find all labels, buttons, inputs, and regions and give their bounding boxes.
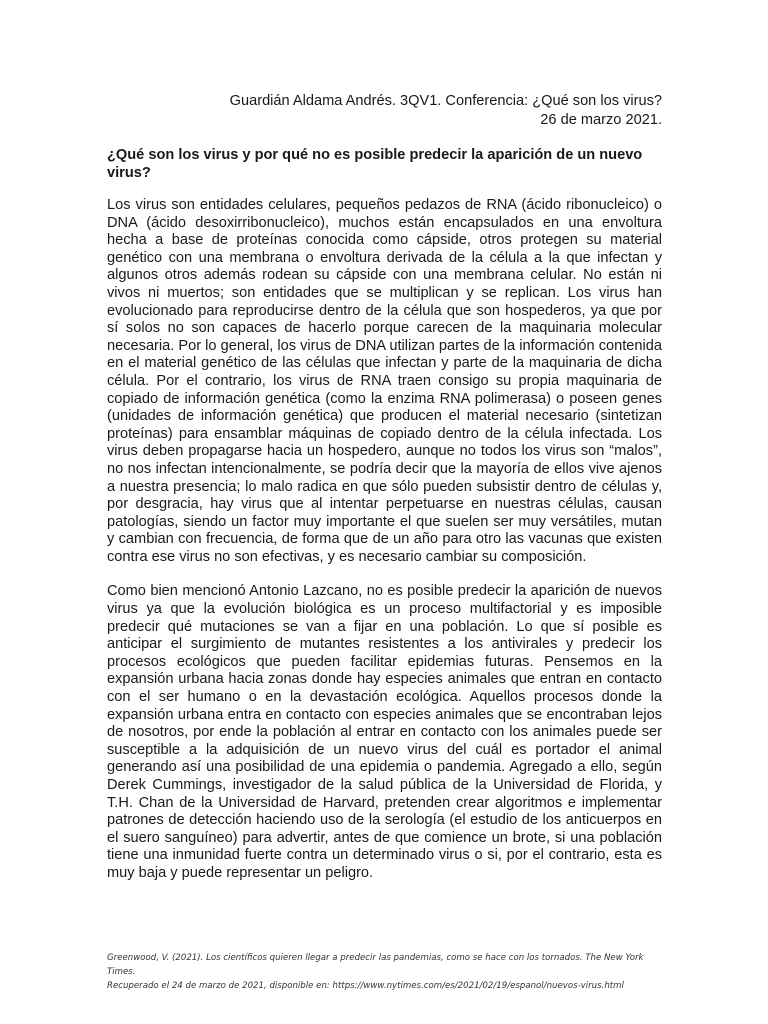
document-header (107, 92, 662, 130)
paragraph-1: Los virus son entidades celulares, pequeños pedazos de RNA (ácido ribonucleico) o DNA (ácido desoxirribonucleico), muchos están encapsulados en una envoltura hecha a base de proteínas conocida como cápside, otros protegen su material genético con una membrana o envoltura derivada de la célula a la que infectan y algunos otros además rodean su cápside con una membrana celular. No están ni vivos ni muertos; son entidades que se multiplican y se replican. Los virus han evolucionado para reproducirse dentro de la célula que son hospederos, ya que por sí solos no son capaces de hacerlo porque carecen de la maquinaria molecular necesaria. Por lo general, los virus de DNA utilizan partes de la información contenida en el material genético de las células que infectan y parte de la maquinaria de dicha célula. Por el contrario, los virus de RNA traen consigo su propia maquinaria de copiado de información genética (como la enzima RNA polimerasa) o poseen genes (unidades de información genética) que producen el material necesario (sintetizan proteínas) para ensamblar máquinas de copiado dentro de la célula infectada. Los virus deben propagarse hacia un hospedero, aunque no todos los virus son “malos”, no nos infectan intencionalmente, se podría decir que la mayoría de ellos vive ajenos a nuestra presencia; lo malo radica en que sólo pueden subsistir dentro de células y, por desgracia, hay virus que al intentar perpetuarse en nuestras células, causan patologías, siendo un factor muy importante el que suelen ser muy versátiles, mutan y cambian con frecuencia, de forma que de un año para otro las vacunas que existen contra ese virus no son efectivas, y es necesario cambiar su composición. (107, 197, 662, 565)
author-course-line: Guardián Aldama Andrés. 3QV1. Conferencia: ¿Qué son los virus? (229, 93, 662, 109)
footnote-line-1: Greenwood, V. (2021). Los científicos quieren llegar a predecir las pandemias, como se hace con los tornados. The New York Times. (107, 953, 644, 977)
paragraph-2: Como bien mencionó Antonio Lazcano, no es posible predecir la aparición de nuevos virus ya que la evolución biológica es un proceso multifactorial y es imposible predecir qué mutaciones se van a fijar en una población. Lo que sí posible es anticipar el surgimiento de mutantes resistentes a los antivirales y predecir los procesos ecológicos que pueden facilitar epidemias futuras. Pensemos en la expansión urbana hacia zonas donde hay especies animales que entran en contacto con el ser humano o en la devastación ecológica. Aquellos procesos donde la expansión urbana entra en contacto con especies animales que se encontraban lejos de nosotros, por ende la población al entrar en contacto con los animales puede ser susceptible a la adquisición de un nuevo virus del cuál es portador el animal generando así una posibilidad de una epidemia o pandemia. Agregado a ello, según Derek Cummings, investigador de la salud pública de la Universidad de Florida, y T.H. Chan de la Universidad de Harvard, pretenden crear algoritmos e implementar patrones de detección haciendo uso de la serología (el estudio de los anticuerpos en el suero sanguíneo) para advertir, antes de que comience un brote, si una población tiene una inmunidad fuerte contra un determinado virus o si, por el contrario, esta es muy baja y puede representar un peligro. (107, 583, 662, 881)
date-line: 26 de marzo 2021. (540, 112, 662, 128)
document-body (107, 197, 662, 900)
reference-footnote (107, 951, 662, 993)
document-title: ¿Qué son los virus y por qué no es posible predecir la aparición de un nuevo virus? (107, 147, 643, 181)
footnote-line-2: Recuperado el 24 de marzo de 2021, disponible en: https://www.nytimes.com/es/2021/02/19/espanol/nuevos-virus.html (107, 981, 624, 991)
